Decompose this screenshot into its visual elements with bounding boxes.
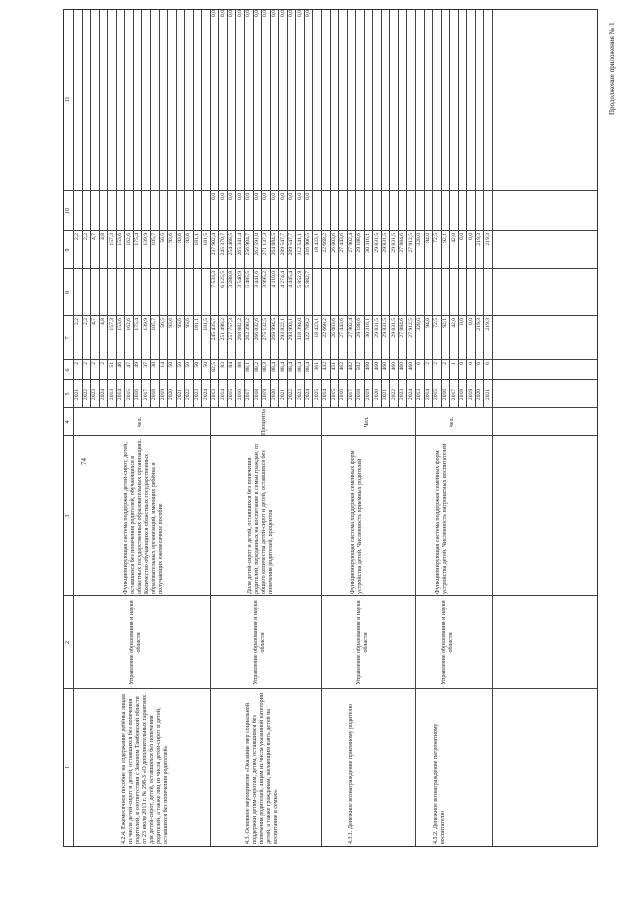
section-divider bbox=[492, 10, 493, 846]
table-cell: 83 bbox=[219, 362, 226, 368]
table-cell: 0,0 bbox=[459, 318, 466, 325]
table-cell: 2023 bbox=[91, 388, 98, 401]
table-cell: 2,2 bbox=[82, 233, 89, 240]
table-cell: 254 468,5 bbox=[228, 233, 235, 256]
table-cell: 2022 bbox=[82, 388, 89, 401]
table-cell: 27 912,5 bbox=[407, 318, 414, 338]
table-cell: 56,5 bbox=[159, 233, 166, 243]
table-cell: 93,6 bbox=[168, 233, 175, 243]
unit-label: Проценты bbox=[261, 408, 268, 436]
table-cell: 2 bbox=[433, 362, 440, 365]
table-cell: 93,6 bbox=[176, 233, 183, 243]
table-cell: 251 496,2 bbox=[219, 318, 226, 341]
column-header-9: 9 bbox=[65, 248, 71, 252]
table-cell: 2 bbox=[82, 362, 89, 365]
table-cell: 5 485,5 bbox=[245, 271, 252, 288]
table-cell: 2020 bbox=[476, 388, 483, 401]
table-cell: 0,0 bbox=[245, 193, 252, 200]
table-cell: 502 bbox=[356, 362, 363, 371]
table-cell: 29 188,6 bbox=[356, 233, 363, 253]
table-cell: 30 316,1 bbox=[365, 233, 371, 253]
table-cell: 2,2 bbox=[74, 318, 81, 325]
table-cell: 94,0 bbox=[424, 233, 431, 243]
table-cell: 175,4 bbox=[134, 233, 141, 246]
section-divider bbox=[415, 10, 416, 846]
indicator-text: Функционирующая система поддержки семейных форм устройства детей. Численность патронатных воспитателей bbox=[435, 443, 449, 594]
table-cell: 50 bbox=[176, 362, 183, 368]
table-cell: 2019 bbox=[365, 388, 371, 401]
table-cell: 2022 bbox=[390, 388, 397, 401]
table-cell: 318 394,0 bbox=[296, 318, 303, 341]
table-cell: 289 547,7 bbox=[288, 233, 295, 256]
table-cell: 2013 bbox=[108, 388, 115, 401]
table-cell: 29 831,5 bbox=[373, 233, 380, 253]
table-cell: 29 831,5 bbox=[382, 233, 389, 253]
table-cell: 0,0 bbox=[288, 193, 295, 200]
table-cell: 2013 bbox=[211, 388, 218, 401]
table-cell: 0 bbox=[459, 362, 466, 365]
table-cell: 0,0 bbox=[288, 10, 295, 17]
table-cell: 268 882,2 bbox=[236, 318, 243, 341]
table-cell: 93,6 bbox=[168, 318, 175, 328]
table-cell: 0,0 bbox=[219, 10, 226, 17]
table-cell: 88,4 bbox=[288, 362, 295, 372]
table-cell: 27 884,6 bbox=[399, 318, 406, 338]
table-cell: 2017 bbox=[245, 388, 252, 401]
table-cell: 460 bbox=[365, 362, 371, 371]
table-cell: 2023 bbox=[399, 388, 406, 401]
table-cell: 30 bbox=[151, 362, 158, 368]
table-cell: 4 274,4 bbox=[279, 271, 286, 288]
table-cell: 2019 bbox=[159, 388, 166, 401]
table-cell: 2014 bbox=[117, 388, 124, 401]
table-cell: 219,3 bbox=[476, 318, 483, 331]
responsible-body: Управление образования и науки области bbox=[355, 600, 369, 685]
table-cell: 2015 bbox=[433, 388, 440, 401]
table-cell: 0,0 bbox=[467, 318, 474, 325]
table-cell: 6 125,5 bbox=[219, 271, 226, 288]
table-cell: 322 789,2 bbox=[305, 318, 312, 341]
table-cell: 5 852,9 bbox=[296, 271, 303, 288]
data-table bbox=[63, 9, 598, 847]
table-cell: 88,3 bbox=[262, 362, 269, 372]
table-cell: 92,1 bbox=[441, 318, 448, 328]
table-cell: 2021 bbox=[484, 388, 491, 401]
table-cell: 0,0 bbox=[228, 10, 235, 17]
table-cell: 2016 bbox=[339, 388, 346, 401]
table-cell: 460 bbox=[373, 362, 380, 371]
table-cell: 328,0 bbox=[416, 318, 423, 331]
column-header-5: 5 bbox=[65, 392, 71, 396]
column-divider bbox=[64, 230, 597, 231]
table-cell: 4 110,0 bbox=[270, 271, 277, 288]
table-cell: 4,7 bbox=[91, 233, 98, 240]
table-cell: 56,5 bbox=[159, 318, 166, 328]
column-header-10: 10 bbox=[65, 208, 71, 214]
table-cell: 26 003,6 bbox=[330, 318, 337, 338]
table-cell: 0 bbox=[467, 362, 474, 365]
responsible-body: Управление образования и науки области bbox=[441, 600, 455, 685]
table-cell: 2014 bbox=[424, 388, 431, 401]
table-cell: 264 884,5 bbox=[270, 233, 277, 256]
table-cell: 2024 bbox=[407, 388, 414, 401]
table-cell: 50 bbox=[168, 362, 175, 368]
table-cell: 219,3 bbox=[484, 318, 491, 331]
table-cell: 2015 bbox=[125, 388, 132, 401]
section-name: 4.3.2. Денежное вознаграждение патронатному воспитателю bbox=[433, 723, 447, 844]
table-cell: 275 132,5 bbox=[262, 318, 269, 341]
table-cell: 6 bbox=[476, 362, 483, 365]
table-cell: 22 668,2 bbox=[322, 318, 329, 338]
table-cell: 245 435,7 bbox=[211, 318, 218, 341]
table-cell: 0,0 bbox=[279, 10, 286, 17]
table-cell: 27 912,5 bbox=[407, 233, 414, 253]
indicator-text: Функционирующая система поддержки семейных форм устройства детей. Численность приемных родителей bbox=[349, 450, 363, 594]
table-cell: 293 993,1 bbox=[288, 318, 295, 341]
table-cell: 93,6 bbox=[185, 318, 192, 328]
table-cell: 3 441,6 bbox=[253, 271, 260, 288]
table-cell: 1 bbox=[450, 362, 457, 365]
table-cell: 3 288,8 bbox=[228, 271, 235, 288]
table-cell: 4,8 bbox=[99, 318, 106, 325]
column-divider bbox=[64, 268, 597, 269]
table-cell: 2020 bbox=[168, 388, 175, 401]
table-cell: 92,1 bbox=[441, 233, 448, 243]
column-header-7: 7 bbox=[65, 336, 71, 340]
table-cell: 2021 bbox=[176, 388, 183, 401]
table-cell: 2017 bbox=[142, 388, 149, 401]
table-cell: 82,5 bbox=[211, 362, 218, 372]
table-cell: 2015 bbox=[228, 388, 235, 401]
unit-label: Чел. bbox=[363, 416, 370, 428]
table-cell: 162,6 bbox=[125, 318, 132, 331]
table-cell: 157,3 bbox=[108, 318, 115, 331]
table-cell: 2018 bbox=[459, 388, 466, 401]
unit-label: чел. bbox=[449, 416, 456, 428]
table-cell: 29 831,5 bbox=[390, 233, 397, 253]
table-cell: 2022 bbox=[185, 388, 192, 401]
table-cell: 0,0 bbox=[211, 193, 218, 200]
table-cell: 0,0 bbox=[253, 10, 260, 17]
table-cell: 2024 bbox=[305, 388, 312, 401]
table-cell: 2023 bbox=[296, 388, 303, 401]
table-cell: 268 994,5 bbox=[270, 318, 277, 341]
table-cell: 2021 bbox=[74, 388, 81, 401]
table-cell: 5 882,7 bbox=[305, 271, 312, 288]
table-cell: 219,3 bbox=[484, 233, 491, 246]
column-header-3: 3 bbox=[65, 514, 71, 518]
table-cell: 361 bbox=[313, 362, 320, 371]
table-cell: 4,8 bbox=[99, 233, 106, 240]
table-cell: 4,7 bbox=[91, 318, 98, 325]
table-cell: 2 bbox=[424, 362, 431, 365]
table-cell: 29 188,6 bbox=[356, 318, 363, 338]
table-cell: 312 541,1 bbox=[296, 233, 303, 256]
table-cell: 2 bbox=[74, 362, 81, 365]
table-cell: 2018 bbox=[151, 388, 158, 401]
section-name: 4.3.1. Денежное вознаграждение приемному родителю bbox=[347, 703, 354, 844]
table-cell: 84 bbox=[228, 362, 235, 368]
table-cell: 432 bbox=[322, 362, 329, 371]
table-cell: 139,9 bbox=[142, 233, 149, 246]
table-cell: 3 995,2 bbox=[262, 271, 269, 288]
table-cell: 262 591,0 bbox=[253, 233, 260, 256]
table-cell: 2 bbox=[91, 362, 98, 365]
table-cell: 139,9 bbox=[142, 318, 149, 331]
column-header-1: 1 bbox=[65, 766, 71, 769]
table-cell: 88,4 bbox=[279, 362, 286, 372]
table-cell: 88,4 bbox=[270, 362, 277, 372]
table-cell: 2018 bbox=[356, 388, 363, 401]
table-cell: 328,0 bbox=[416, 233, 423, 246]
table-cell: 451 bbox=[330, 362, 337, 371]
table-cell: 219,3 bbox=[476, 233, 483, 246]
table-cell: 0,0 bbox=[262, 10, 269, 17]
table-cell: 237 902,4 bbox=[211, 233, 218, 256]
table-cell: 27 902,4 bbox=[347, 233, 354, 253]
table-cell: 51 bbox=[108, 362, 115, 368]
section-name: 4.2.4. Ежемесячное пособие на содержание ребёнка лицам из числа детей-сирот и детей, оставшихся без попечения родителей, в соответствии с Законом Тамбовской области от 23 июля 2013 г. № 298-З «О дополнительных гарантиях для детей-сирот, детей, оставшихся без попечения родителей, а также лиц из числа детей-сирот и детей, оставшихся без попечения родителей» bbox=[121, 694, 170, 844]
responsible-body: Управление образования и науки области bbox=[253, 600, 267, 685]
column-divider bbox=[64, 688, 597, 689]
table-cell: 266 032,6 bbox=[253, 318, 260, 341]
table-cell: 29 831,5 bbox=[373, 318, 380, 338]
table-cell: 2025 bbox=[313, 388, 320, 401]
table-cell: 27 443,6 bbox=[339, 318, 346, 338]
table-cell: 27 902,4 bbox=[347, 318, 354, 338]
table-cell: 2019 bbox=[467, 388, 474, 401]
table-cell: 2016 bbox=[441, 388, 448, 401]
table-cell: 46 bbox=[117, 362, 124, 368]
table-cell: 257 757,3 bbox=[228, 318, 235, 341]
column-divider bbox=[64, 315, 597, 316]
table-cell: 50 bbox=[185, 362, 192, 368]
table-cell: 88,4 bbox=[296, 362, 303, 372]
table-cell: 105,7 bbox=[151, 233, 158, 246]
appendix-caption: Продолжение приложения № 1 bbox=[608, 22, 616, 115]
table-cell: 3 540,9 bbox=[236, 271, 243, 288]
table-cell: 0,0 bbox=[279, 193, 286, 200]
table-cell: 2,2 bbox=[74, 233, 81, 240]
table-cell: 7 533,3 bbox=[211, 271, 218, 288]
indicator-text: Функционирующая система поддержки детей-сирот, детей, оставшихся без попечения родителей, обучающихся в областных государственных образовательных организациях. Количество обучающихся областных государственных образовательных организаций, имеющих ребёнка и получающих ежемесячное пособие bbox=[123, 438, 165, 594]
table-cell: 0,0 bbox=[219, 193, 226, 200]
table-cell: 29 831,5 bbox=[390, 318, 397, 338]
table-cell: 0,0 bbox=[245, 10, 252, 17]
table-cell: 316 906,5 bbox=[305, 233, 312, 256]
table-cell: 14 bbox=[159, 362, 166, 368]
table-cell: 175,4 bbox=[134, 318, 141, 331]
table-cell: 2016 bbox=[134, 388, 141, 401]
table-cell: 27 884,6 bbox=[399, 233, 406, 253]
table-cell: 42,0 bbox=[450, 318, 457, 328]
table-cell: 2014 bbox=[322, 388, 329, 401]
column-divider bbox=[64, 359, 597, 360]
table-cell: 0,0 bbox=[211, 10, 218, 17]
table-cell: 29 831,5 bbox=[382, 318, 389, 338]
table-cell: 50 bbox=[194, 362, 200, 368]
header-divider bbox=[73, 10, 74, 846]
table-cell: 50 bbox=[202, 362, 209, 368]
table-cell: 460 bbox=[390, 362, 397, 371]
table-cell: 181,5 bbox=[202, 318, 209, 331]
column-header-8: 8 bbox=[65, 291, 71, 294]
table-cell: 37 bbox=[142, 362, 149, 368]
table-cell: 162,6 bbox=[125, 233, 132, 246]
responsible-body: Управление образования и науки области bbox=[129, 600, 143, 685]
table-cell: 181,1 bbox=[194, 233, 200, 246]
table-cell: 72,5 bbox=[433, 233, 440, 243]
table-cell: 47 bbox=[125, 362, 132, 368]
table-cell: 2013 bbox=[416, 388, 423, 401]
table-cell: 2017 bbox=[347, 388, 354, 401]
table-cell: 0,0 bbox=[262, 193, 269, 200]
table-cell: 0,0 bbox=[236, 193, 243, 200]
table-cell: 2021 bbox=[279, 388, 286, 401]
page-number: 74 bbox=[80, 458, 88, 465]
table-cell: 72,5 bbox=[433, 318, 440, 328]
unit-label: чел. bbox=[137, 416, 144, 428]
table-cell: 289 547,7 bbox=[279, 233, 286, 256]
table-cell: 18 423,1 bbox=[313, 318, 320, 338]
table-cell: 30 316,1 bbox=[365, 318, 371, 338]
table-cell: 2017 bbox=[450, 388, 457, 401]
table-cell: 6 bbox=[484, 362, 491, 365]
table-cell: 93,6 bbox=[185, 233, 192, 243]
column-divider bbox=[64, 595, 597, 596]
table-cell: 0,0 bbox=[253, 193, 260, 200]
table-cell: 2024 bbox=[202, 388, 209, 401]
column-header-2: 2 bbox=[65, 641, 71, 644]
table-cell: 460 bbox=[399, 362, 406, 371]
column-header-6: 6 bbox=[65, 368, 71, 372]
table-cell: 460 bbox=[407, 362, 414, 371]
table-cell: 293 822,1 bbox=[279, 318, 286, 341]
table-cell: 6 bbox=[416, 362, 423, 365]
column-header-11: 11 bbox=[65, 96, 71, 103]
table-cell: 0,0 bbox=[305, 10, 312, 17]
table-cell: 2020 bbox=[373, 388, 380, 401]
table-cell: 2,2 bbox=[82, 318, 89, 325]
table-cell: 49 bbox=[134, 362, 141, 368]
table-cell: 2020 bbox=[270, 388, 277, 401]
table-cell: 2015 bbox=[330, 388, 337, 401]
table-cell: 0,0 bbox=[296, 10, 303, 17]
table-cell: 153,6 bbox=[117, 318, 124, 331]
table-cell: 18 423,1 bbox=[313, 233, 320, 253]
table-cell: 181,1 bbox=[194, 318, 200, 331]
table-cell: 27 443,6 bbox=[339, 233, 346, 253]
table-cell: 256 904,7 bbox=[245, 233, 252, 256]
table-cell: 271 137,3 bbox=[262, 233, 269, 256]
table-cell: 42,0 bbox=[450, 233, 457, 243]
table-cell: 26 003,6 bbox=[330, 233, 337, 253]
table-cell: 88,1 bbox=[245, 362, 252, 372]
table-cell: 153,6 bbox=[117, 233, 124, 246]
section-divider bbox=[321, 10, 322, 846]
column-header-4: 4 bbox=[65, 420, 71, 424]
indicator-text: Доля детей-сирот и детей, оставшихся без попечения родителей, переданных на воспитание в семьи граждан, от общего количества детей-сирот и детей, оставшихся без попечения родителей, процентов bbox=[247, 443, 275, 594]
column-divider bbox=[64, 190, 597, 191]
table-cell: 2014 bbox=[219, 388, 226, 401]
table-cell: 2024 bbox=[99, 388, 106, 401]
table-cell: 2018 bbox=[253, 388, 260, 401]
table-cell: 181,5 bbox=[202, 233, 209, 246]
table-cell: 2023 bbox=[194, 388, 200, 401]
table-cell: 2 bbox=[99, 362, 106, 365]
section-name: 4.3. Основное мероприятие «Оказание мер социальной поддержки детям-сиротам, детям, оставшимся без попечения родителей, лицам из числа указанной категории детей, а также гражданам, желающим взять детей на воспитание в семью» bbox=[245, 692, 280, 844]
table-cell: 105,7 bbox=[151, 318, 158, 331]
table-cell: 0,0 bbox=[270, 193, 277, 200]
table-cell: 4 445,4 bbox=[288, 271, 295, 288]
table-cell: 2019 bbox=[262, 388, 269, 401]
table-cell: 0,0 bbox=[459, 233, 466, 240]
table-cell: 462 bbox=[339, 362, 346, 371]
table-cell: 2016 bbox=[236, 388, 243, 401]
table-cell: 0,0 bbox=[236, 10, 243, 17]
table-cell: 245 370,7 bbox=[219, 233, 226, 256]
table-cell: 94,0 bbox=[424, 318, 431, 328]
table-cell: 93,6 bbox=[176, 318, 183, 328]
table-cell: 0,0 bbox=[305, 193, 312, 200]
table-cell: 0,0 bbox=[467, 233, 474, 240]
table-cell: 0,0 bbox=[270, 10, 277, 17]
table-cell: 88,2 bbox=[253, 362, 260, 372]
table-cell: 157,3 bbox=[108, 233, 115, 246]
table-cell: 22 668,2 bbox=[322, 233, 329, 253]
table-cell: 265 341,4 bbox=[236, 233, 243, 256]
table-cell: 88,4 bbox=[305, 362, 312, 372]
table-cell: 2 bbox=[441, 362, 448, 365]
table-cell: 2022 bbox=[288, 388, 295, 401]
table-cell: 482 bbox=[347, 362, 354, 371]
column-divider bbox=[64, 379, 597, 380]
table-cell: 460 bbox=[382, 362, 389, 371]
table-cell: 0,0 bbox=[228, 193, 235, 200]
table-cell: 262 390,2 bbox=[245, 318, 252, 341]
table-cell: 0,0 bbox=[296, 193, 303, 200]
table-cell: 2021 bbox=[382, 388, 389, 401]
table-cell: 88 bbox=[236, 362, 243, 368]
